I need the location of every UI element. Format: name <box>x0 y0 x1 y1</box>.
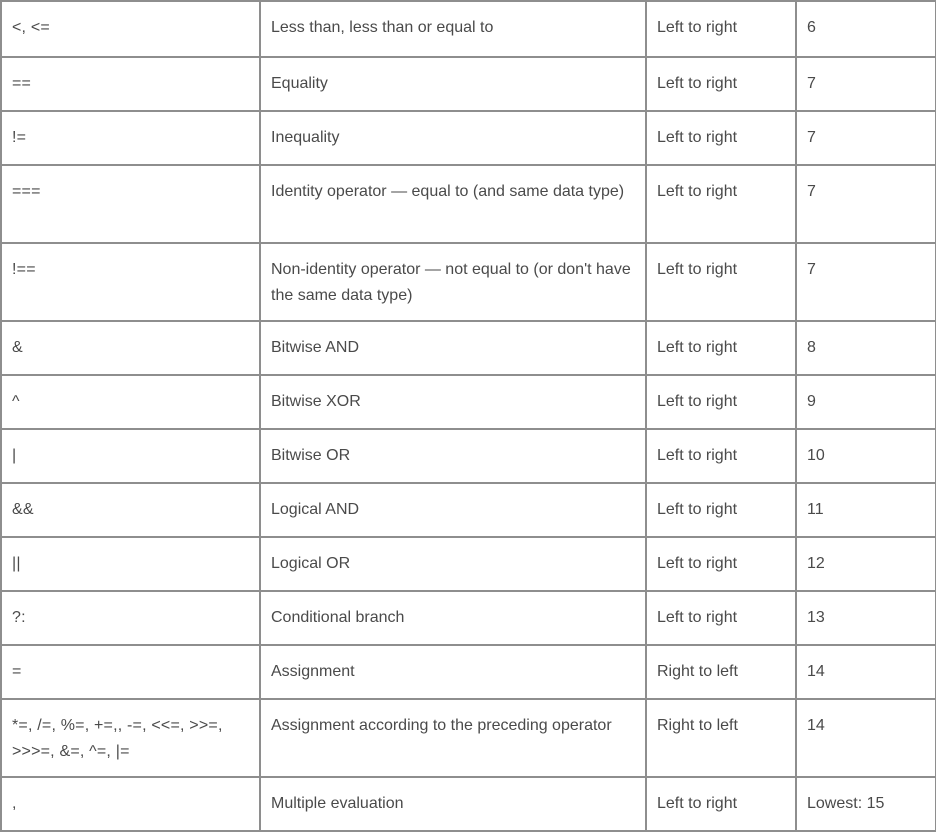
operator-cell: !== <box>1 243 260 321</box>
associativity-cell: Left to right <box>646 537 796 591</box>
description-cell: Bitwise XOR <box>260 375 646 429</box>
description-cell: Multiple evaluation <box>260 777 646 831</box>
table-row <box>1 165 936 243</box>
operator-cell: , <box>1 777 260 831</box>
table-row <box>1 375 936 429</box>
precedence-cell: 9 <box>796 375 936 429</box>
operator-cell: & <box>1 321 260 375</box>
operator-cell: ?: <box>1 591 260 645</box>
operator-cell: | <box>1 429 260 483</box>
table-row <box>1 243 936 321</box>
precedence-cell: 12 <box>796 537 936 591</box>
table-row <box>1 699 936 777</box>
associativity-cell: Left to right <box>646 375 796 429</box>
table-row <box>1 537 936 591</box>
description-cell: Assignment <box>260 645 646 699</box>
description-cell: Bitwise OR <box>260 429 646 483</box>
description-cell: Identity operator — equal to (and same data type) <box>260 165 646 243</box>
table-row <box>1 429 936 483</box>
description-cell: Logical OR <box>260 537 646 591</box>
description-cell: Assignment according to the preceding operator <box>260 699 646 777</box>
operator-cell: = <box>1 645 260 699</box>
associativity-cell: Left to right <box>646 111 796 165</box>
precedence-cell: 11 <box>796 483 936 537</box>
operator-cell: === <box>1 165 260 243</box>
description-cell: Less than, less than or equal to <box>260 1 646 57</box>
operator-cell: <, <= <box>1 1 260 57</box>
description-cell: Non-identity operator — not equal to (or don't have the same data type) <box>260 243 646 321</box>
table-row <box>1 321 936 375</box>
table-row <box>1 777 936 831</box>
precedence-cell: 13 <box>796 591 936 645</box>
associativity-cell: Right to left <box>646 645 796 699</box>
operator-cell: == <box>1 57 260 111</box>
precedence-cell: 6 <box>796 1 936 57</box>
table-row <box>1 111 936 165</box>
operator-cell: || <box>1 537 260 591</box>
associativity-cell: Left to right <box>646 483 796 537</box>
associativity-cell: Left to right <box>646 243 796 321</box>
associativity-cell: Left to right <box>646 429 796 483</box>
associativity-cell: Left to right <box>646 1 796 57</box>
associativity-cell: Left to right <box>646 165 796 243</box>
precedence-cell: 7 <box>796 57 936 111</box>
associativity-cell: Left to right <box>646 57 796 111</box>
table-row <box>1 591 936 645</box>
precedence-cell: 7 <box>796 111 936 165</box>
associativity-cell: Left to right <box>646 777 796 831</box>
precedence-cell: 7 <box>796 243 936 321</box>
operator-cell: *=, /=, %=, +=,, -=, <<=, >>=, >>>=, &=, ^=, |= <box>1 699 260 777</box>
table-row <box>1 57 936 111</box>
associativity-cell: Left to right <box>646 591 796 645</box>
operator-cell: != <box>1 111 260 165</box>
description-cell: Conditional branch <box>260 591 646 645</box>
precedence-cell: 8 <box>796 321 936 375</box>
table-row <box>1 1 936 57</box>
operator-cell: ^ <box>1 375 260 429</box>
table-row <box>1 483 936 537</box>
precedence-cell: 10 <box>796 429 936 483</box>
precedence-cell: 7 <box>796 165 936 243</box>
precedence-cell: Lowest: 15 <box>796 777 936 831</box>
description-cell: Inequality <box>260 111 646 165</box>
precedence-cell: 14 <box>796 645 936 699</box>
description-cell: Logical AND <box>260 483 646 537</box>
description-cell: Bitwise AND <box>260 321 646 375</box>
table-row <box>1 645 936 699</box>
operator-cell: && <box>1 483 260 537</box>
precedence-cell: 14 <box>796 699 936 777</box>
description-cell: Equality <box>260 57 646 111</box>
associativity-cell: Right to left <box>646 699 796 777</box>
associativity-cell: Left to right <box>646 321 796 375</box>
